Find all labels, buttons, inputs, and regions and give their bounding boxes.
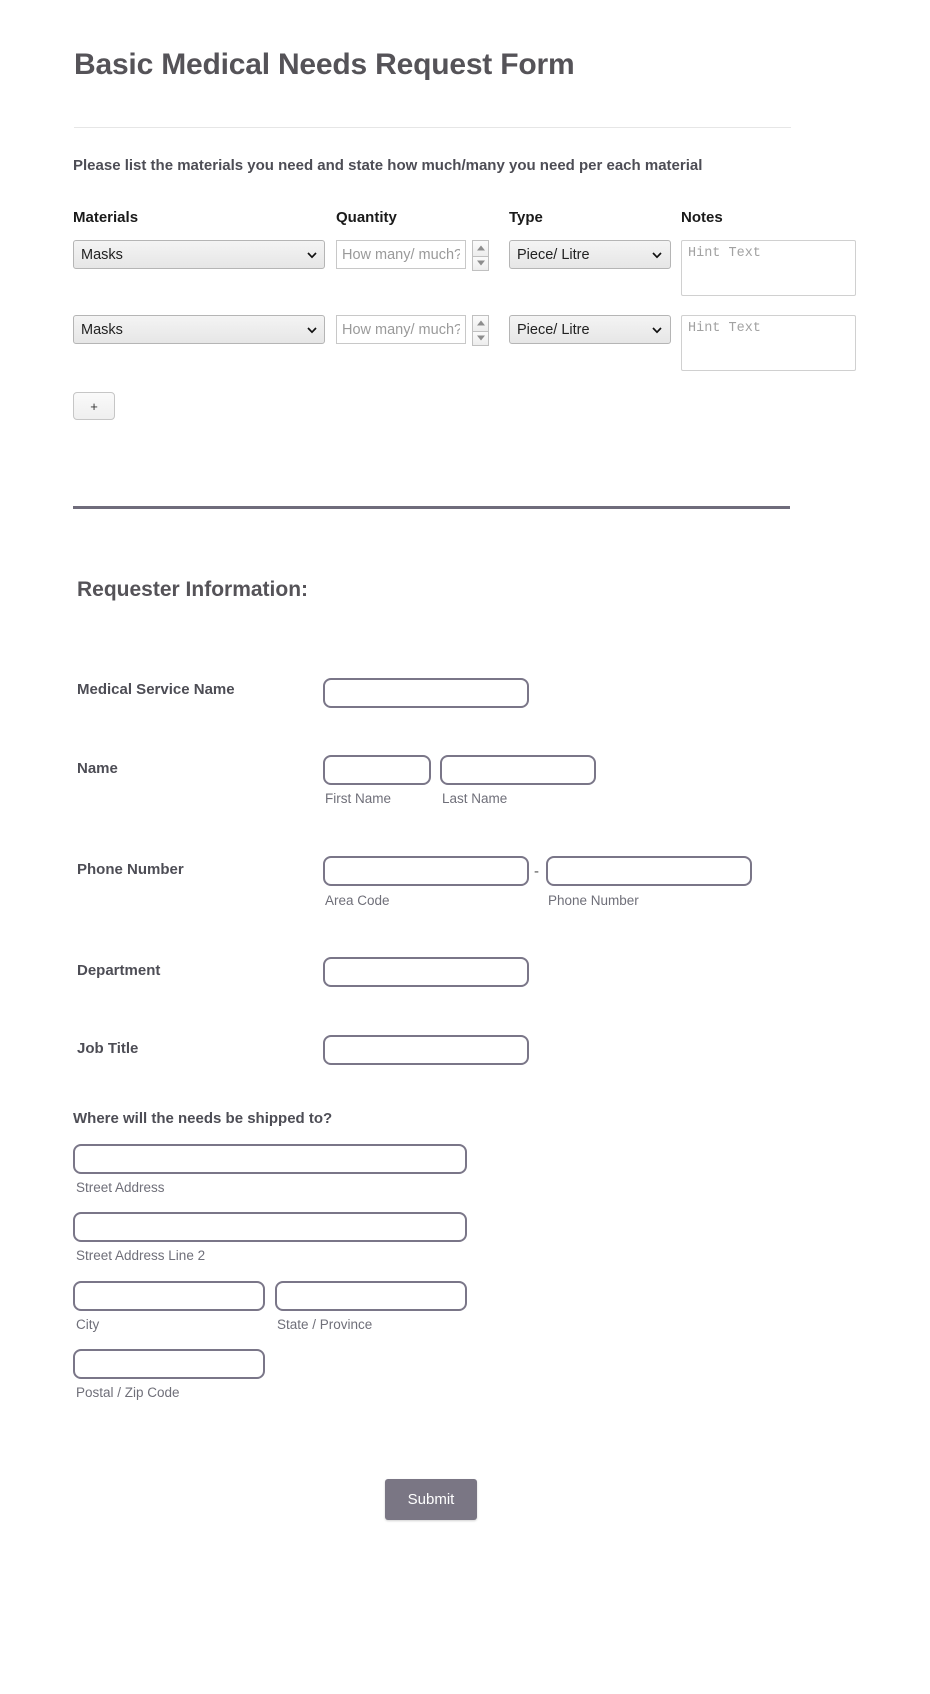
state-province-sublabel: State / Province: [277, 1317, 373, 1332]
postal-code-sublabel: Postal / Zip Code: [76, 1385, 180, 1400]
last-name-sublabel: Last Name: [442, 791, 508, 806]
stepper-down-button[interactable]: [472, 331, 489, 347]
phone-number-input[interactable]: [546, 856, 752, 886]
job-title-label: Job Title: [77, 1040, 139, 1057]
first-name-sublabel: First Name: [325, 791, 392, 806]
quantity-input-row-1[interactable]: [336, 240, 466, 269]
page-title: Basic Medical Needs Request Form: [74, 48, 575, 81]
column-header-quantity: Quantity: [336, 209, 397, 226]
quantity-input-row-2[interactable]: [336, 315, 466, 344]
requester-section-title: Requester Information:: [77, 578, 309, 601]
stepper-up-button[interactable]: [472, 315, 489, 331]
material-select-row-2[interactable]: [73, 315, 325, 344]
phone-number-label: Phone Number: [77, 861, 184, 878]
department-input[interactable]: [323, 957, 529, 987]
area-code-sublabel: Area Code: [325, 893, 390, 908]
area-code-input[interactable]: [323, 856, 529, 886]
quantity-stepper-row-2[interactable]: [472, 315, 489, 346]
first-name-input[interactable]: [323, 755, 431, 785]
matrix-instructions: Please list the materials you need and state how much/many you need per each material: [73, 157, 703, 174]
medical-service-name-label: Medical Service Name: [77, 681, 235, 698]
quantity-stepper-row-1[interactable]: [472, 240, 489, 271]
last-name-input[interactable]: [440, 755, 596, 785]
name-label: Name: [77, 760, 118, 777]
shipping-question-label: Where will the needs be shipped to?: [73, 1110, 333, 1127]
job-title-input[interactable]: [323, 1035, 529, 1065]
street-address-2-sublabel: Street Address Line 2: [76, 1248, 206, 1263]
title-divider: [74, 127, 791, 128]
department-label: Department: [77, 962, 161, 979]
stepper-up-button[interactable]: [472, 240, 489, 256]
phone-number-sublabel: Phone Number: [548, 893, 639, 908]
notes-textarea-row-2[interactable]: [681, 315, 856, 371]
type-select-row-1[interactable]: [509, 240, 671, 269]
city-input[interactable]: [73, 1281, 265, 1311]
material-select-row-1[interactable]: [73, 240, 325, 269]
phone-separator: -: [534, 863, 539, 880]
submit-button[interactable]: Submit: [385, 1479, 477, 1520]
street-address-input[interactable]: [73, 1144, 467, 1174]
postal-code-input[interactable]: [73, 1349, 265, 1379]
stepper-down-button[interactable]: [472, 256, 489, 272]
street-address-2-input[interactable]: [73, 1212, 467, 1242]
section-divider: [73, 506, 790, 509]
state-province-input[interactable]: [275, 1281, 467, 1311]
column-header-type: Type: [509, 209, 543, 226]
city-sublabel: City: [76, 1317, 100, 1332]
column-header-materials: Materials: [73, 209, 139, 226]
street-address-sublabel: Street Address: [76, 1180, 165, 1195]
add-row-button[interactable]: +: [73, 392, 115, 420]
column-header-notes: Notes: [681, 209, 723, 226]
medical-service-name-input[interactable]: [323, 678, 529, 708]
type-select-row-2[interactable]: [509, 315, 671, 344]
notes-textarea-row-1[interactable]: [681, 240, 856, 296]
